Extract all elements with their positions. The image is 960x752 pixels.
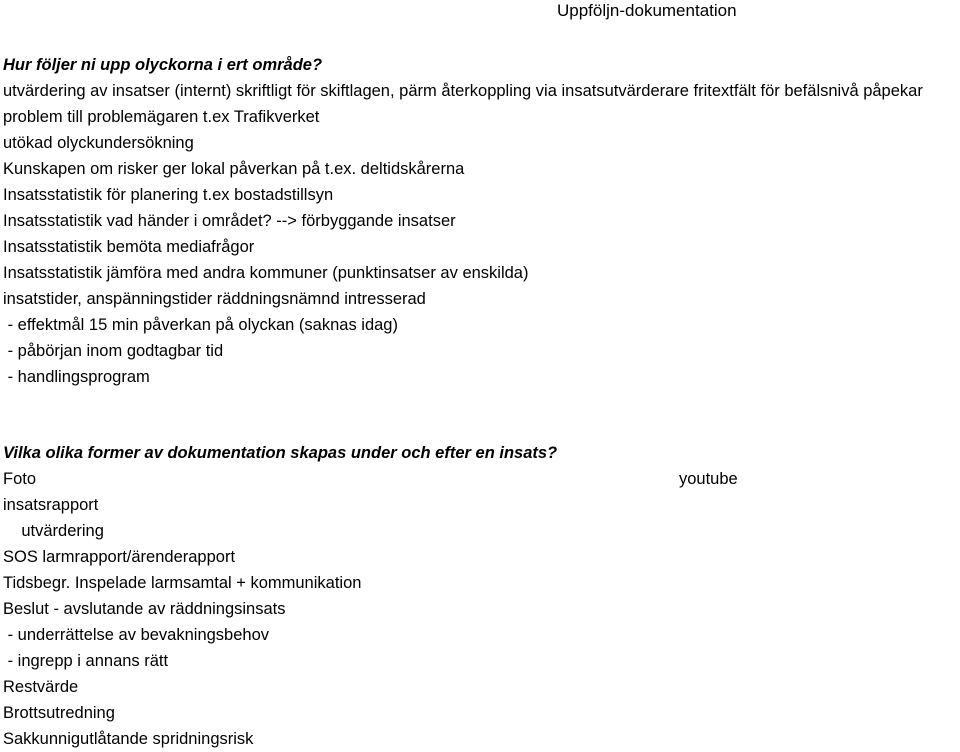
- question-documentation-forms: Vilka olika former av dokumentation skapas under och efter en insats?: [3, 444, 558, 462]
- text-line: utökad olyckundersökning: [3, 134, 194, 152]
- text-line: SOS larmrapport/ärenderapport: [3, 548, 236, 566]
- text-line: Beslut - avslutande av räddningsinsats: [3, 600, 286, 618]
- text-line: - underrättelse av bevakningsbehov: [3, 626, 269, 644]
- text-line: - påbörjan inom godtagbar tid: [3, 342, 224, 360]
- text-line: Insatsstatistik för planering t.ex bostadstillsyn: [3, 186, 334, 204]
- document-header-title: Uppföljn-dokumentation: [557, 1, 737, 20]
- text-line: Insatsstatistik bemöta mediafrågor: [3, 238, 255, 256]
- text-line: insatsrapport: [3, 496, 99, 514]
- text-line: utvärdering: [3, 522, 104, 540]
- text-line: - handlingsprogram: [3, 368, 150, 386]
- text-line: Restvärde: [3, 678, 79, 696]
- text-line: - ingrepp i annans rätt: [3, 652, 169, 670]
- section-documentation-forms: [3, 440, 957, 752]
- text-line: insatstider, anspänningstider räddningsnämnd intresserad: [3, 290, 426, 308]
- text-line: utvärdering av insatser (internt) skriftligt för skiftlagen, pärm återkoppling via insatsutvärderare fritextfält för befälsnivå påpekar problem till problemägaren t.ex Trafikverket: [3, 82, 923, 126]
- text-line: Insatsstatistik vad händer i området? --> förbyggande insatser: [3, 212, 456, 230]
- text-line: - effektmål 15 min påverkan på olyckan (saknas idag): [3, 316, 398, 334]
- section-follow-up: [3, 52, 957, 390]
- text-line: Tidsbegr. Inspelade larmsamtal + kommunikation: [3, 574, 362, 592]
- text-line: Insatsstatistik jämföra med andra kommuner (punktinsatser av enskilda): [3, 264, 529, 282]
- text-line: Sakkunnigutlåtande spridningsrisk: [3, 730, 254, 748]
- text-line: Brottsutredning: [3, 704, 115, 722]
- text-line: Kunskapen om risker ger lokal påverkan på t.ex. deltidskårerna: [3, 160, 465, 178]
- question-follow-up: Hur följer ni upp olyckorna i ert område?: [3, 56, 323, 74]
- side-note-youtube: youtube: [679, 470, 738, 488]
- text-line: Foto: [3, 470, 37, 488]
